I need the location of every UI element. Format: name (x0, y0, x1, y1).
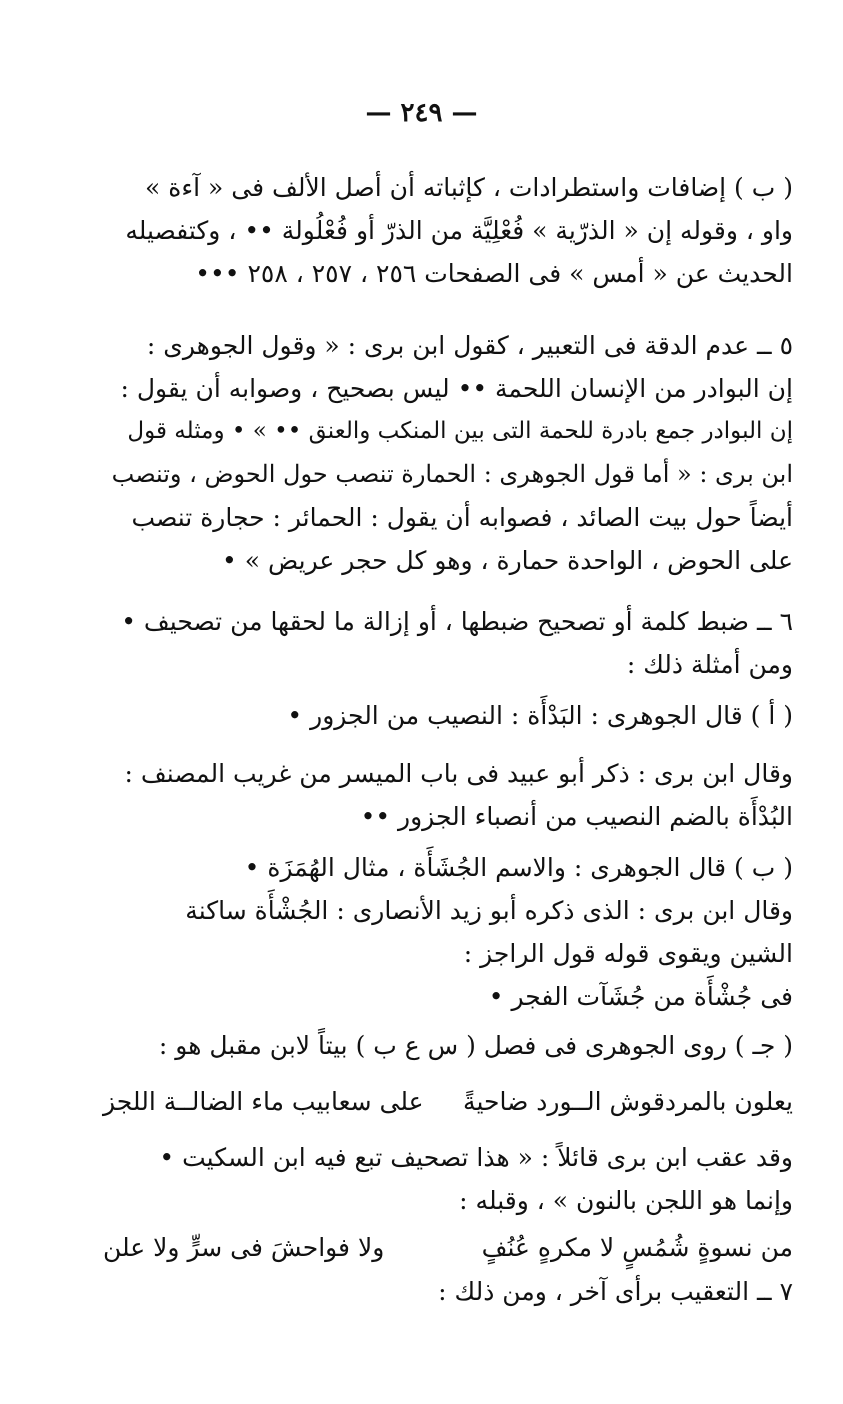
text-line: ٦ ــ ضبط كلمة أو تصحيح ضبطها ، أو إزالة ما لحقها من تصحيف • (121, 607, 793, 636)
text-line: فى جُشْأَة من جُشَآت الفجر • (488, 982, 793, 1011)
paragraph-additions (103, 166, 793, 295)
text-line: الشين ويقوى قوله قول الراجز : (463, 939, 793, 968)
text-line: وقال ابن برى : الذى ذكره أبو زيد الأنصارى : الجُشْأَة ساكنة (185, 896, 793, 925)
example-b (103, 846, 793, 1018)
text-line: ٧ ــ التعقيب برأى آخر ، ومن ذلك : (438, 1277, 793, 1306)
text-line: على الحوض ، الواحدة حمارة ، وهو كل حجر عريض » • (222, 546, 793, 575)
text-line: ( أ ) قال الجوهرى : البَدْأَة : النصيب من الجزور • (287, 701, 793, 730)
text-line: وقد عقب ابن برى قائلاً : « هذا تصحيف تبع فيه ابن السكيت • (159, 1143, 793, 1172)
verse-second-hemistich: ولا فواحشَ فى سرٍّ ولا علن (103, 1233, 385, 1262)
text-line: ( جـ ) روى الجوهرى فى فصل ( س ع ب ) بيتاً لابن مقبل هو : (158, 1031, 793, 1060)
paragraph-7-commentary (103, 1270, 793, 1313)
example-a (103, 694, 793, 737)
text-line: وقال ابن برى : ذكر أبو عبيد فى باب الميسر من غريب المصنف : (124, 759, 793, 788)
text-line: ومن أمثلة ذلك : (626, 650, 793, 679)
example-a-reply (103, 752, 793, 838)
verse-ibn-muqbil (103, 1080, 793, 1123)
text-line: واو ، وقوله إن « الذرّية » فُعْلِيَّة من الذرّ أو فُعْلُولة •• ، وكتفصيله (125, 216, 793, 245)
verse-second-hemistich: على سعابيب ماء الضالــة اللجز (103, 1087, 424, 1116)
text-line: ( ب ) إضافات واستطرادات ، كإثباته أن أصل الألف فى « آءة » (145, 173, 793, 202)
verse-first-hemistich: من نسوةٍ شُمُسٍ لا مكرهٍ عُنُفٍ (481, 1233, 793, 1262)
text-line: ابن برى : « أما قول الجوهرى : الحمارة تنصب حول الحوض ، وتنصب (111, 460, 793, 488)
paragraph-6-vocalization (103, 600, 793, 686)
text-line: إن البوادر من الإنسان اللحمة •• ليس بصحيح ، وصوابه أن يقول : (120, 374, 793, 403)
text-line: الحديث عن « أمس » فى الصفحات ٢٥٦ ، ٢٥٧ ، ٢٥٨ ••• (195, 259, 793, 288)
verse-first-hemistich: يعلون بالمردقوش الــورد ضاحيةً (463, 1087, 793, 1116)
text-line: أيضاً حول بيت الصائد ، فصوابه أن يقول : الحمائر : حجارة تنصب (131, 503, 793, 532)
text-line: ٥ ــ عدم الدقة فى التعبير ، كقول ابن برى : « وقول الجوهرى : (146, 331, 793, 360)
text-line: ( ب ) قال الجوهرى : والاسم الجُشَأَة ، مثال الهُمَزَة • (244, 853, 793, 882)
text-line: إن البوادر جمع بادرة للحمة التى بين المنكب والعنق •• » • ومثله قول (127, 418, 793, 444)
paragraph-5-imprecision (103, 324, 793, 582)
page-number: — ٢٤٩ — (365, 98, 478, 128)
example-j (103, 1024, 793, 1067)
example-j-comment (103, 1136, 793, 1222)
text-line: البُدْأَة بالضم النصيب من أنصباء الجزور •• (360, 802, 793, 831)
text-line: وإنما هو اللجن بالنون » ، وقبله : (459, 1186, 793, 1215)
verse-preceding (103, 1226, 793, 1269)
